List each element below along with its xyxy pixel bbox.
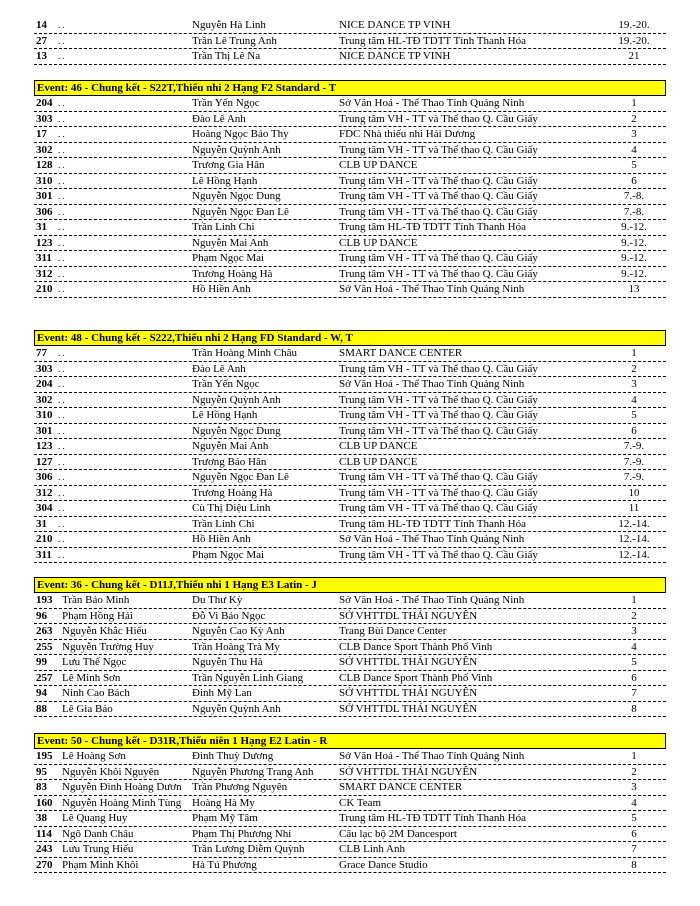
placing: 7.-9. [623, 471, 645, 483]
competitor-number: 95 [36, 765, 47, 778]
club-name: Trung tâm HL-TĐ TDTT Tỉnh Thanh Hóa [339, 812, 526, 824]
placing: 2 [631, 765, 637, 778]
partner-name-2: Nguyễn Mai Anh [192, 236, 269, 249]
filler-dots: . . [58, 549, 65, 560]
placing: 2 [631, 112, 637, 125]
placing: 19.-20. [618, 34, 650, 47]
partner-name-2: Nguyễn Quỳnh Anh [192, 143, 281, 156]
partner-name-2: Nguyễn Thu Hà [192, 656, 263, 668]
event-section [34, 18, 666, 65]
competitor-number: 17 [36, 128, 47, 140]
event-header: Event: 50 - Chung kết - D31R,Thiếu niên 1 Hạng E2 Latin - R [34, 733, 666, 749]
partner-name-2: Phạm Thị Phương Nhi [192, 827, 292, 840]
result-row [34, 158, 666, 174]
competitor-number: 310 [36, 409, 53, 421]
placing: 5 [631, 656, 637, 668]
result-row [34, 811, 666, 827]
competitor-number: 210 [36, 533, 53, 545]
partner-name-2: Nguyễn Quỳnh Anh [192, 702, 281, 715]
result-row [34, 282, 666, 298]
placing: 2 [631, 362, 637, 375]
partner-name-2: Phạm Mỹ Tâm [192, 812, 258, 824]
club-name: Trung tâm VH - TT và Thể thao Q. Cầu Giấy [339, 362, 538, 375]
placing: 3 [631, 781, 637, 793]
filler-dots: . . [58, 472, 65, 482]
club-name: Sở Văn Hoá - Thể Thao Tỉnh Quảng Ninh [339, 533, 525, 545]
filler-dots: . . [58, 206, 65, 217]
competitor-number: 14 [36, 19, 47, 31]
placing: 3 [631, 128, 637, 140]
filler-dots: . . [58, 268, 65, 279]
club-name: CLB UP DANCE [339, 236, 418, 249]
partner-name-1: Lưu Thế Ngọc [62, 656, 127, 668]
partner-name-2: Trương Hoàng Hà [192, 486, 273, 499]
partner-name-2: Đinh Thuỳ Dương [192, 750, 274, 762]
competitor-number: 123 [36, 236, 53, 249]
competitor-number: 310 [36, 174, 53, 187]
partner-name-1: Nguyễn Hoàng Minh Tùng [62, 796, 182, 809]
placing: 6 [631, 671, 637, 684]
event-section [34, 330, 666, 563]
club-name: SỞ VHTTDL THÁI NGUYÊN [339, 765, 478, 778]
partner-name-2: Trần Yến Ngọc [192, 97, 260, 109]
placing: 7.-8. [623, 190, 645, 202]
placing: 7.-8. [623, 205, 645, 218]
competitor-number: 311 [36, 252, 52, 264]
placing: 8 [631, 858, 637, 871]
partner-name-2: Hồ Hiền Anh [192, 533, 251, 545]
placing: 6 [631, 827, 637, 840]
club-name: Trung tâm VH - TT và Thể thao Q. Cầu Giấy [339, 267, 538, 280]
partner-name-2: Lê Hồng Hạnh [192, 409, 258, 421]
partner-name-2: Nguyễn Ngọc Dung [192, 424, 281, 437]
club-name: SỞ VHTTDL THÁI NGUYÊN [339, 609, 478, 622]
competitor-number: 83 [36, 781, 47, 793]
placing: 4 [631, 640, 637, 653]
club-name: Trung tâm VH - TT và Thể thao Q. Cầu Giấy [339, 409, 538, 421]
partner-name-2: Nguyễn Quỳnh Anh [192, 393, 281, 406]
competitor-number: 38 [36, 812, 47, 824]
club-name: Grace Dance Studio [339, 858, 428, 871]
result-row [34, 702, 666, 718]
result-row [34, 548, 666, 564]
result-row [34, 640, 666, 656]
partner-name-2: Hà Tú Phương [192, 858, 257, 871]
filler-dots: . . [58, 144, 65, 155]
result-row [34, 346, 666, 362]
event-header: Event: 46 - Chung kết - S22T,Thiếu nhi 2 Hạng F2 Standard - T [34, 80, 666, 96]
club-name: Sở Văn Hoá - Thể Thao Tỉnh Quảng Ninh [339, 750, 525, 762]
placing: 8 [631, 702, 637, 715]
competitor-number: 94 [36, 687, 47, 699]
result-row [34, 112, 666, 128]
result-row [34, 532, 666, 548]
competitor-number: 311 [36, 548, 52, 561]
result-row [34, 220, 666, 236]
placing: 6 [631, 424, 637, 437]
placing: 7.-9. [623, 440, 645, 452]
placing: 12.-14. [618, 533, 650, 545]
partner-name-2: Trần Phương Nguyên [192, 781, 288, 793]
result-row [34, 127, 666, 143]
club-name: Trung tâm VH - TT và Thể thao Q. Cầu Giấy [339, 486, 538, 499]
competitor-number: 123 [36, 440, 53, 452]
partner-name-2: Nguyễn Cao Kỳ Anh [192, 625, 285, 637]
club-name: Trung tâm VH - TT và Thể thao Q. Cầu Giấy [339, 143, 538, 156]
club-name: NICE DANCE TP VINH [339, 50, 451, 62]
placing: 5 [631, 812, 637, 824]
result-row [34, 424, 666, 440]
competitor-number: 255 [36, 640, 53, 653]
competitor-number: 306 [36, 471, 53, 483]
partner-name-1: Nguyễn Trường Huy [62, 640, 154, 653]
club-name: Sở Văn Hoá - Thể Thao Tỉnh Quảng Ninh [339, 594, 525, 606]
partner-name-2: Cù Thị Diệu Linh [192, 502, 271, 514]
placing: 4 [631, 143, 637, 156]
result-row [34, 486, 666, 502]
filler-dots: . . [58, 253, 65, 263]
club-name: CLB Linh Anh [339, 843, 406, 855]
filler-dots: . . [58, 191, 65, 201]
result-row [34, 189, 666, 205]
partner-name-1: Nguyễn Khôi Nguyên [62, 765, 160, 778]
partner-name-2: Trần Lương Diễm Quỳnh [192, 843, 305, 855]
partner-name-1: Lê Gia Bảo [62, 702, 113, 715]
filler-dots: . . [58, 129, 65, 139]
competitor-number: 302 [36, 393, 53, 406]
result-row [34, 686, 666, 702]
filler-dots: . . [58, 51, 65, 61]
partner-name-2: Đỗ Vi Bảo Ngọc [192, 609, 266, 622]
filler-dots: . . [58, 35, 65, 46]
placing: 12.-14. [618, 517, 650, 530]
club-name: SỞ VHTTDL THÁI NGUYÊN [339, 656, 478, 668]
placing: 4 [631, 393, 637, 406]
competitor-number: 303 [36, 362, 53, 375]
result-row [34, 749, 666, 765]
competitor-number: 160 [36, 796, 53, 809]
filler-dots: . . [58, 98, 65, 108]
club-name: Trung tâm VH - TT và Thể thao Q. Cầu Giấy [339, 190, 538, 202]
competitor-number: 31 [36, 221, 47, 233]
club-name: NICE DANCE TP VINH [339, 19, 451, 31]
club-name: Sở Văn Hoá - Thể Thao Tỉnh Quảng Ninh [339, 283, 525, 295]
club-name: CLB Dance Sport Thành Phố Vinh [339, 640, 493, 653]
filler-dots: . . [58, 518, 65, 529]
result-row [34, 236, 666, 252]
club-name: CLB UP DANCE [339, 455, 418, 468]
partner-name-2: Đào Lê Anh [192, 362, 246, 375]
partner-name-1: Trần Bảo Minh [62, 594, 130, 606]
filler-dots: . . [58, 425, 65, 436]
filler-dots: . . [58, 534, 65, 544]
placing: 5 [631, 409, 637, 421]
placing: 9.-12. [621, 221, 647, 233]
result-row [34, 517, 666, 533]
placing: 13 [628, 283, 640, 295]
club-name: CLB UP DANCE [339, 159, 418, 171]
partner-name-2: Trần Thị Lê Na [192, 50, 261, 62]
partner-name-2: Trần Nguyễn Linh Giang [192, 671, 304, 684]
partner-name-2: Trần Linh Chi [192, 517, 255, 530]
partner-name-1: Phạm Hồng Hải [62, 609, 133, 622]
competitor-number: 127 [36, 455, 53, 468]
filler-dots: . . [58, 487, 65, 498]
competitor-number: 210 [36, 283, 53, 295]
partner-name-2: Lê Hồng Hạnh [192, 174, 258, 187]
competitor-number: 204 [36, 97, 53, 109]
placing: 5 [631, 159, 637, 171]
filler-dots: . . [58, 160, 65, 170]
placing: 10 [628, 486, 640, 499]
partner-name-1: Lê Hoàng Sơn [62, 750, 126, 762]
filler-dots: . . [58, 441, 65, 451]
partner-name-1: Lê Minh Sơn [62, 671, 121, 684]
placing: 1 [631, 750, 637, 762]
partner-name-2: Trương Gia Hân [192, 159, 265, 171]
club-name: CK Team [339, 796, 382, 809]
filler-dots: . . [58, 363, 65, 374]
placing: 9.-12. [621, 236, 647, 249]
result-row [34, 174, 666, 190]
partner-name-1: Lê Quang Huy [62, 812, 128, 824]
event-section [34, 577, 666, 717]
filler-dots: . . [58, 379, 65, 389]
result-row [34, 34, 666, 50]
event-section [34, 80, 666, 298]
result-row [34, 765, 666, 781]
filler-dots: . . [58, 456, 65, 467]
filler-dots: . . [58, 410, 65, 420]
result-row [34, 671, 666, 687]
competitor-number: 304 [36, 502, 53, 514]
partner-name-2: Đinh Mỹ Lan [192, 687, 252, 699]
competitor-number: 312 [36, 267, 53, 280]
result-row [34, 408, 666, 424]
filler-dots: . . [58, 394, 65, 405]
competitor-number: 128 [36, 159, 53, 171]
event-section [34, 733, 666, 873]
placing: 7.-9. [623, 455, 645, 468]
partner-name-2: Phạm Ngọc Mai [192, 548, 265, 561]
filler-dots: . . [58, 348, 65, 358]
event-header: Event: 36 - Chung kết - D11J,Thiếu nhi 1 Hạng E3 Latin - J [34, 577, 666, 593]
placing: 3 [631, 625, 637, 637]
result-row [34, 143, 666, 159]
competitor-number: 270 [36, 858, 53, 871]
result-row [34, 501, 666, 517]
result-row [34, 593, 666, 609]
club-name: Trung tâm HL-TĐ TDTT Tỉnh Thanh Hóa [339, 517, 526, 530]
placing: 4 [631, 796, 637, 809]
club-name: Trung tâm VH - TT và Thể thao Q. Cầu Giấy [339, 112, 538, 125]
competitor-number: 257 [36, 671, 53, 684]
partner-name-1: Nguyễn Đình Hoàng Dươn [62, 781, 182, 793]
partner-name-1: Lưu Trung Hiếu [62, 843, 134, 855]
club-name: Sở Văn Hoá - Thể Thao Tỉnh Quảng Ninh [339, 378, 525, 390]
result-row [34, 205, 666, 221]
placing: 1 [631, 347, 637, 359]
competitor-number: 13 [36, 50, 47, 62]
club-name: Trang Bùi Dance Center [339, 625, 447, 637]
filler-dots: . . [58, 237, 65, 248]
competitor-number: 77 [36, 347, 47, 359]
partner-name-2: Trần Lê Trung Anh [192, 34, 277, 47]
competitor-number: 27 [36, 34, 47, 47]
club-name: Trung tâm VH - TT và Thể thao Q. Cầu Giấy [339, 252, 538, 264]
club-name: Trung tâm VH - TT và Thể thao Q. Cầu Giấy [339, 205, 538, 218]
result-row [34, 609, 666, 625]
placing: 9.-12. [621, 267, 647, 280]
club-name: Trung tâm VH - TT và Thể thao Q. Cầu Giấy [339, 471, 538, 483]
result-row [34, 267, 666, 283]
result-row [34, 362, 666, 378]
result-row [34, 780, 666, 796]
result-row [34, 18, 666, 34]
result-row [34, 827, 666, 843]
competitor-number: 301 [36, 190, 53, 202]
club-name: SỞ VHTTDL THÁI NGUYÊN [339, 702, 478, 715]
partner-name-2: Hồ Hiền Anh [192, 283, 251, 295]
competitor-number: 243 [36, 843, 53, 855]
club-name: Trung tâm HL-TĐ TDTT Tỉnh Thanh Hóa [339, 34, 526, 47]
club-name: Trung tâm VH - TT và Thể thao Q. Cầu Giấy [339, 393, 538, 406]
result-row [34, 455, 666, 471]
filler-dots: . . [58, 20, 65, 30]
club-name: CLB Dance Sport Thành Phố Vinh [339, 671, 493, 684]
filler-dots: . . [58, 222, 65, 232]
partner-name-2: Đào Lê Anh [192, 112, 246, 125]
placing: 2 [631, 609, 637, 622]
placing: 21 [628, 50, 640, 62]
club-name: Câu lạc bộ 2M Dancesport [339, 827, 457, 840]
club-name: Trung tâm VH - TT và Thể thao Q. Cầu Giấy [339, 548, 538, 561]
partner-name-2: Du Thư Kỳ [192, 594, 243, 606]
filler-dots: . . [58, 284, 65, 294]
result-row [34, 858, 666, 874]
competitor-number: 114 [36, 827, 52, 840]
placing: 7 [631, 687, 637, 699]
partner-name-2: Hoàng Hà My [192, 796, 255, 809]
partner-name-2: Trần Hoàng Trà My [192, 640, 280, 653]
club-name: SMART DANCE CENTER [339, 347, 463, 359]
competitor-number: 306 [36, 205, 53, 218]
event-header: Event: 48 - Chung kết - S222,Thiếu nhi 2 Hạng FD Standard - W, T [34, 330, 666, 346]
placing: 11 [628, 502, 640, 514]
competitor-number: 204 [36, 378, 53, 390]
partner-name-2: Nguyễn Hà Linh [192, 19, 266, 31]
placing: 19.-20. [618, 19, 650, 31]
partner-name-2: Trần Hoàng Minh Châu [192, 347, 298, 359]
result-row [34, 96, 666, 112]
competitor-number: 99 [36, 656, 47, 668]
result-row [34, 655, 666, 671]
competitor-number: 88 [36, 702, 47, 715]
result-row [34, 842, 666, 858]
partner-name-2: Trần Linh Chi [192, 221, 255, 233]
club-name: SMART DANCE CENTER [339, 781, 463, 793]
competitor-number: 96 [36, 609, 47, 622]
placing: 1 [631, 97, 637, 109]
club-name: Trung tâm VH - TT và Thể thao Q. Cầu Giấy [339, 174, 538, 187]
competitor-number: 31 [36, 517, 47, 530]
result-row [34, 439, 666, 455]
placing: 3 [631, 378, 637, 390]
competitor-number: 303 [36, 112, 53, 125]
partner-name-2: Nguyễn Mai Anh [192, 440, 269, 452]
result-row [34, 377, 666, 393]
club-name: Sở Văn Hoá - Thể Thao Tỉnh Quảng Ninh [339, 97, 525, 109]
partner-name-1: Phạm Minh Khôi [62, 858, 139, 871]
competitor-number: 301 [36, 424, 53, 437]
placing: 9.-12. [621, 252, 647, 264]
filler-dots: . . [58, 175, 65, 186]
partner-name-2: Phạm Ngọc Mai [192, 252, 265, 264]
club-name: FDC Nhà thiếu nhi Hải Dương [339, 128, 476, 140]
result-row [34, 251, 666, 267]
partner-name-1: Ngô Danh Châu [62, 827, 134, 840]
result-row [34, 393, 666, 409]
placing: 1 [631, 594, 637, 606]
partner-name-2: Trương Bảo Hân [192, 455, 267, 468]
competitor-number: 193 [36, 594, 53, 606]
partner-name-2: Nguyễn Ngọc Dung [192, 190, 281, 202]
partner-name-2: Trương Hoàng Hà [192, 267, 273, 280]
partner-name-2: Trần Yến Ngọc [192, 378, 260, 390]
partner-name-2: Nguyễn Phương Trang Anh [192, 765, 314, 778]
placing: 7 [631, 843, 637, 855]
competitor-number: 195 [36, 750, 53, 762]
filler-dots: . . [58, 503, 65, 513]
placing: 6 [631, 174, 637, 187]
result-row [34, 49, 666, 65]
result-row [34, 470, 666, 486]
partner-name-2: Nguyễn Ngọc Đan Lê [192, 205, 289, 218]
club-name: Trung tâm VH - TT và Thể thao Q. Cầu Giấy [339, 502, 538, 514]
partner-name-2: Hoàng Ngọc Bảo Thy [192, 128, 289, 140]
partner-name-2: Nguyễn Ngọc Đan Lê [192, 471, 289, 483]
filler-dots: . . [58, 113, 65, 124]
partner-name-1: Ninh Cao Bách [62, 687, 130, 699]
competitor-number: 263 [36, 625, 53, 637]
result-row [34, 796, 666, 812]
club-name: Trung tâm VH - TT và Thể thao Q. Cầu Giấy [339, 424, 538, 437]
club-name: SỞ VHTTDL THÁI NGUYÊN [339, 687, 478, 699]
result-row [34, 624, 666, 640]
placing: 12.-14. [618, 548, 650, 561]
partner-name-1: Nguyễn Khắc Hiếu [62, 625, 147, 637]
competitor-number: 302 [36, 143, 53, 156]
club-name: CLB UP DANCE [339, 440, 418, 452]
competitor-number: 312 [36, 486, 53, 499]
club-name: Trung tâm HL-TĐ TDTT Tỉnh Thanh Hóa [339, 221, 526, 233]
